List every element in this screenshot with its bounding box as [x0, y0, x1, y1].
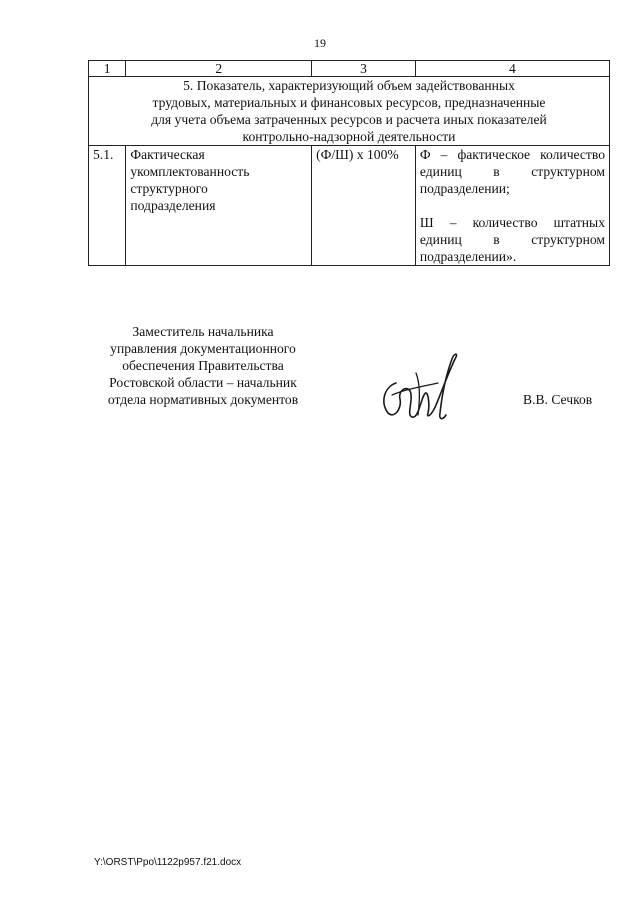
column-header-4: 4: [415, 61, 609, 77]
section-heading-line: контрольно-надзорной деятельности: [242, 129, 456, 144]
indicator-formula: (Ф/Ш) x 100%: [312, 146, 416, 266]
row-number: 5.1.: [89, 146, 126, 266]
table-row: [89, 146, 610, 266]
definition-spacer: [420, 197, 605, 214]
table-header-row: [89, 61, 610, 77]
indicator-name-line: подразделения: [130, 198, 216, 213]
signatory-position-line: управления документационного: [110, 341, 296, 356]
signer-name: В.В. Сечков: [523, 392, 593, 407]
section-heading-line: для учета объема затраченных ресурсов и расчета иных показателей: [151, 112, 547, 127]
column-header-3: 3: [312, 61, 416, 77]
section-heading: [89, 77, 610, 146]
definition-f-line: единиц в структурном: [419, 164, 605, 179]
indicator-table: [88, 60, 610, 266]
column-header-1: 1: [89, 61, 126, 77]
section-heading-line: 5. Показатель, характеризующий объем задействованных: [183, 78, 515, 93]
indicator-name-line: укомплектованность: [130, 164, 250, 179]
signatory-position-line: Ростовской области – начальник: [109, 375, 297, 390]
definition-sh-line: подразделении».: [419, 249, 517, 264]
indicator-name-line: Фактическая: [130, 147, 205, 162]
definition-f-line: подразделении;: [419, 181, 510, 196]
signatory-position: [93, 323, 313, 408]
indicator-definitions: [415, 146, 609, 266]
signatory-position-line: обеспечения Правительства: [122, 358, 284, 373]
definition-sh-line: Ш – количество штатных: [419, 215, 605, 230]
column-header-2: 2: [126, 61, 312, 77]
definition-sh-line: единиц в структурном: [419, 232, 605, 247]
signatory-position-line: отдела нормативных документов: [107, 392, 299, 407]
section-heading-line: трудовых, материальных и финансовых ресурсов, предназначенные: [152, 95, 546, 110]
signatory-position-line: Заместитель начальника: [132, 324, 274, 339]
section-heading-row: [89, 77, 610, 146]
indicator-name-line: структурного: [130, 181, 208, 196]
page-number: 19: [314, 36, 326, 50]
definition-f-line: Ф – фактическое количество: [419, 147, 605, 162]
file-path: Y:\ORST\Ppo\1122p957.f21.docx: [94, 857, 242, 868]
indicator-name: [126, 146, 312, 266]
handwritten-signature: [376, 343, 466, 423]
